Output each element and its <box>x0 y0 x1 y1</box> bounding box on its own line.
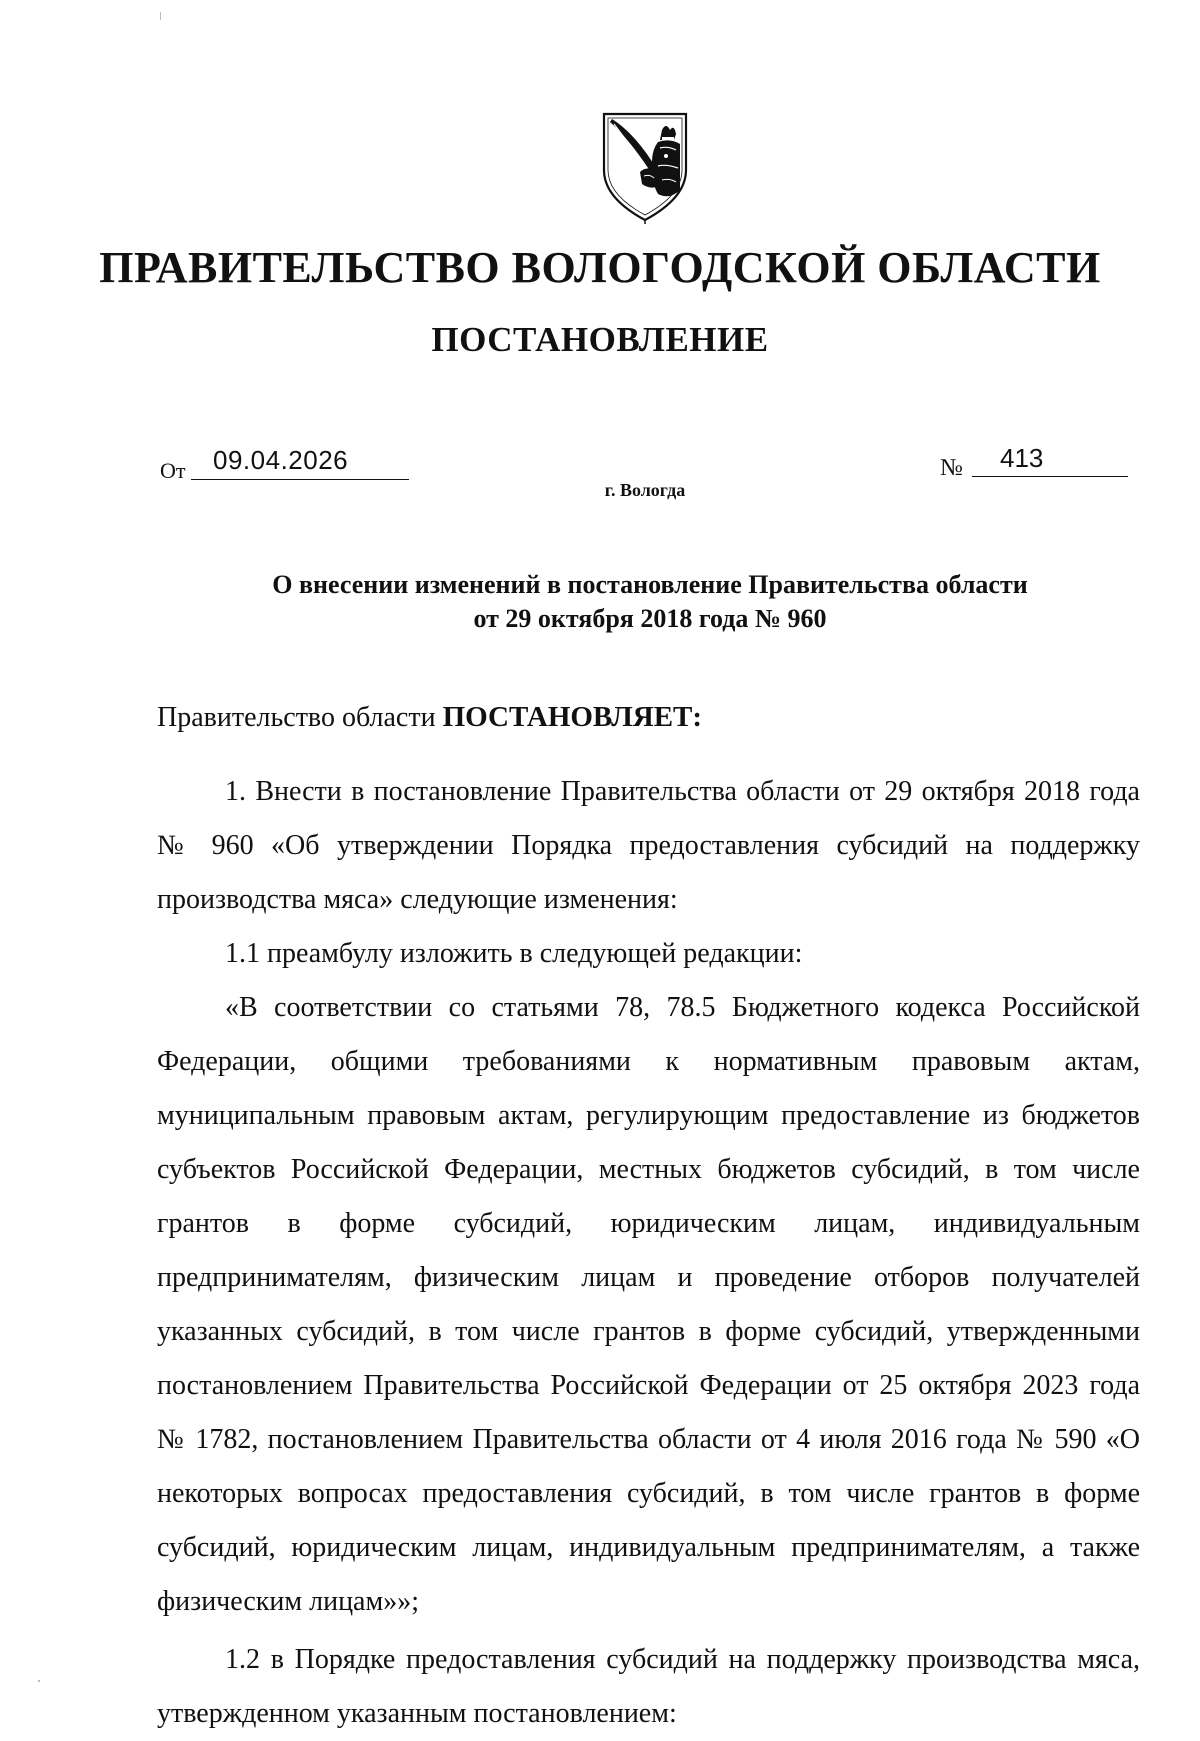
document-body <box>157 690 1140 1741</box>
date-label: От <box>160 458 186 483</box>
scan-speck <box>38 1680 40 1682</box>
city: г. Вологда <box>604 480 686 500</box>
scan-speck <box>160 12 161 20</box>
document-type: ПОСТАНОВЛЕНИЕ <box>431 320 769 359</box>
subject-line: от 29 октября 2018 года № 960 <box>473 604 827 633</box>
number-label: № <box>940 455 963 481</box>
intro-paragraph <box>157 690 1140 745</box>
paragraph-1-2: 1.2 в Порядке предоставления субсидий на поддержку производства мяса, утвержденном указанным постановлением: <box>157 1644 1140 1729</box>
number-field <box>972 443 1128 477</box>
document-number: 413 <box>1000 443 1044 473</box>
government-title: ПРАВИТЕЛЬСТВО ВОЛОГОДСКОЙ ОБЛАСТИ <box>99 243 1101 292</box>
paragraph-1-1: 1.1 преамбулу изложить в следующей редакции: <box>225 938 803 969</box>
paragraph-1-1-quote: «В соответствии со статьями 78, 78.5 Бюджетного кодекса Российской Федерации, общими требованиями к нормативным правовым актам, муниципальным правовым актам, регулирующим предоставление из бюджетов субъектов Российской Федерации, местных бюджетов субсидий, в том числе грантов в форме субсидий, юридическим лицам, индивидуальным предпринимателям, физическим лицам и проведение отборов получателей указанных субсидий, в том числе грантов в форме субсидий, утвержденными постановлением Правительства Российской Федерации от 25 октября 2023 года № 1782, постановлением Правительства области от 4 июля 2016 года № 590 «О некоторых вопросах предоставления субсидий, в том числе грантов в форме субсидий, юридическим лицам, индивидуальным предпринимателям, а также физическим лицам»»; <box>157 992 1140 1617</box>
document-date: 09.04.2026 <box>213 445 349 475</box>
coat-of-arms-emblem <box>600 110 690 226</box>
date-field <box>191 443 409 480</box>
paragraph-1: 1. Внести в постановление Правительства области от 29 октября 2018 года № 960 «Об утверждении Порядка предоставления субсидий на поддержку производства мяса» следующие изменения: <box>157 776 1140 915</box>
document-subject <box>150 568 1150 636</box>
resolution-keyword: ПОСТАНОВЛЯЕТ: <box>442 701 703 733</box>
intro-text: Правительство области <box>157 702 443 733</box>
subject-line: О внесении изменений в постановление Правительства области <box>272 570 1028 599</box>
